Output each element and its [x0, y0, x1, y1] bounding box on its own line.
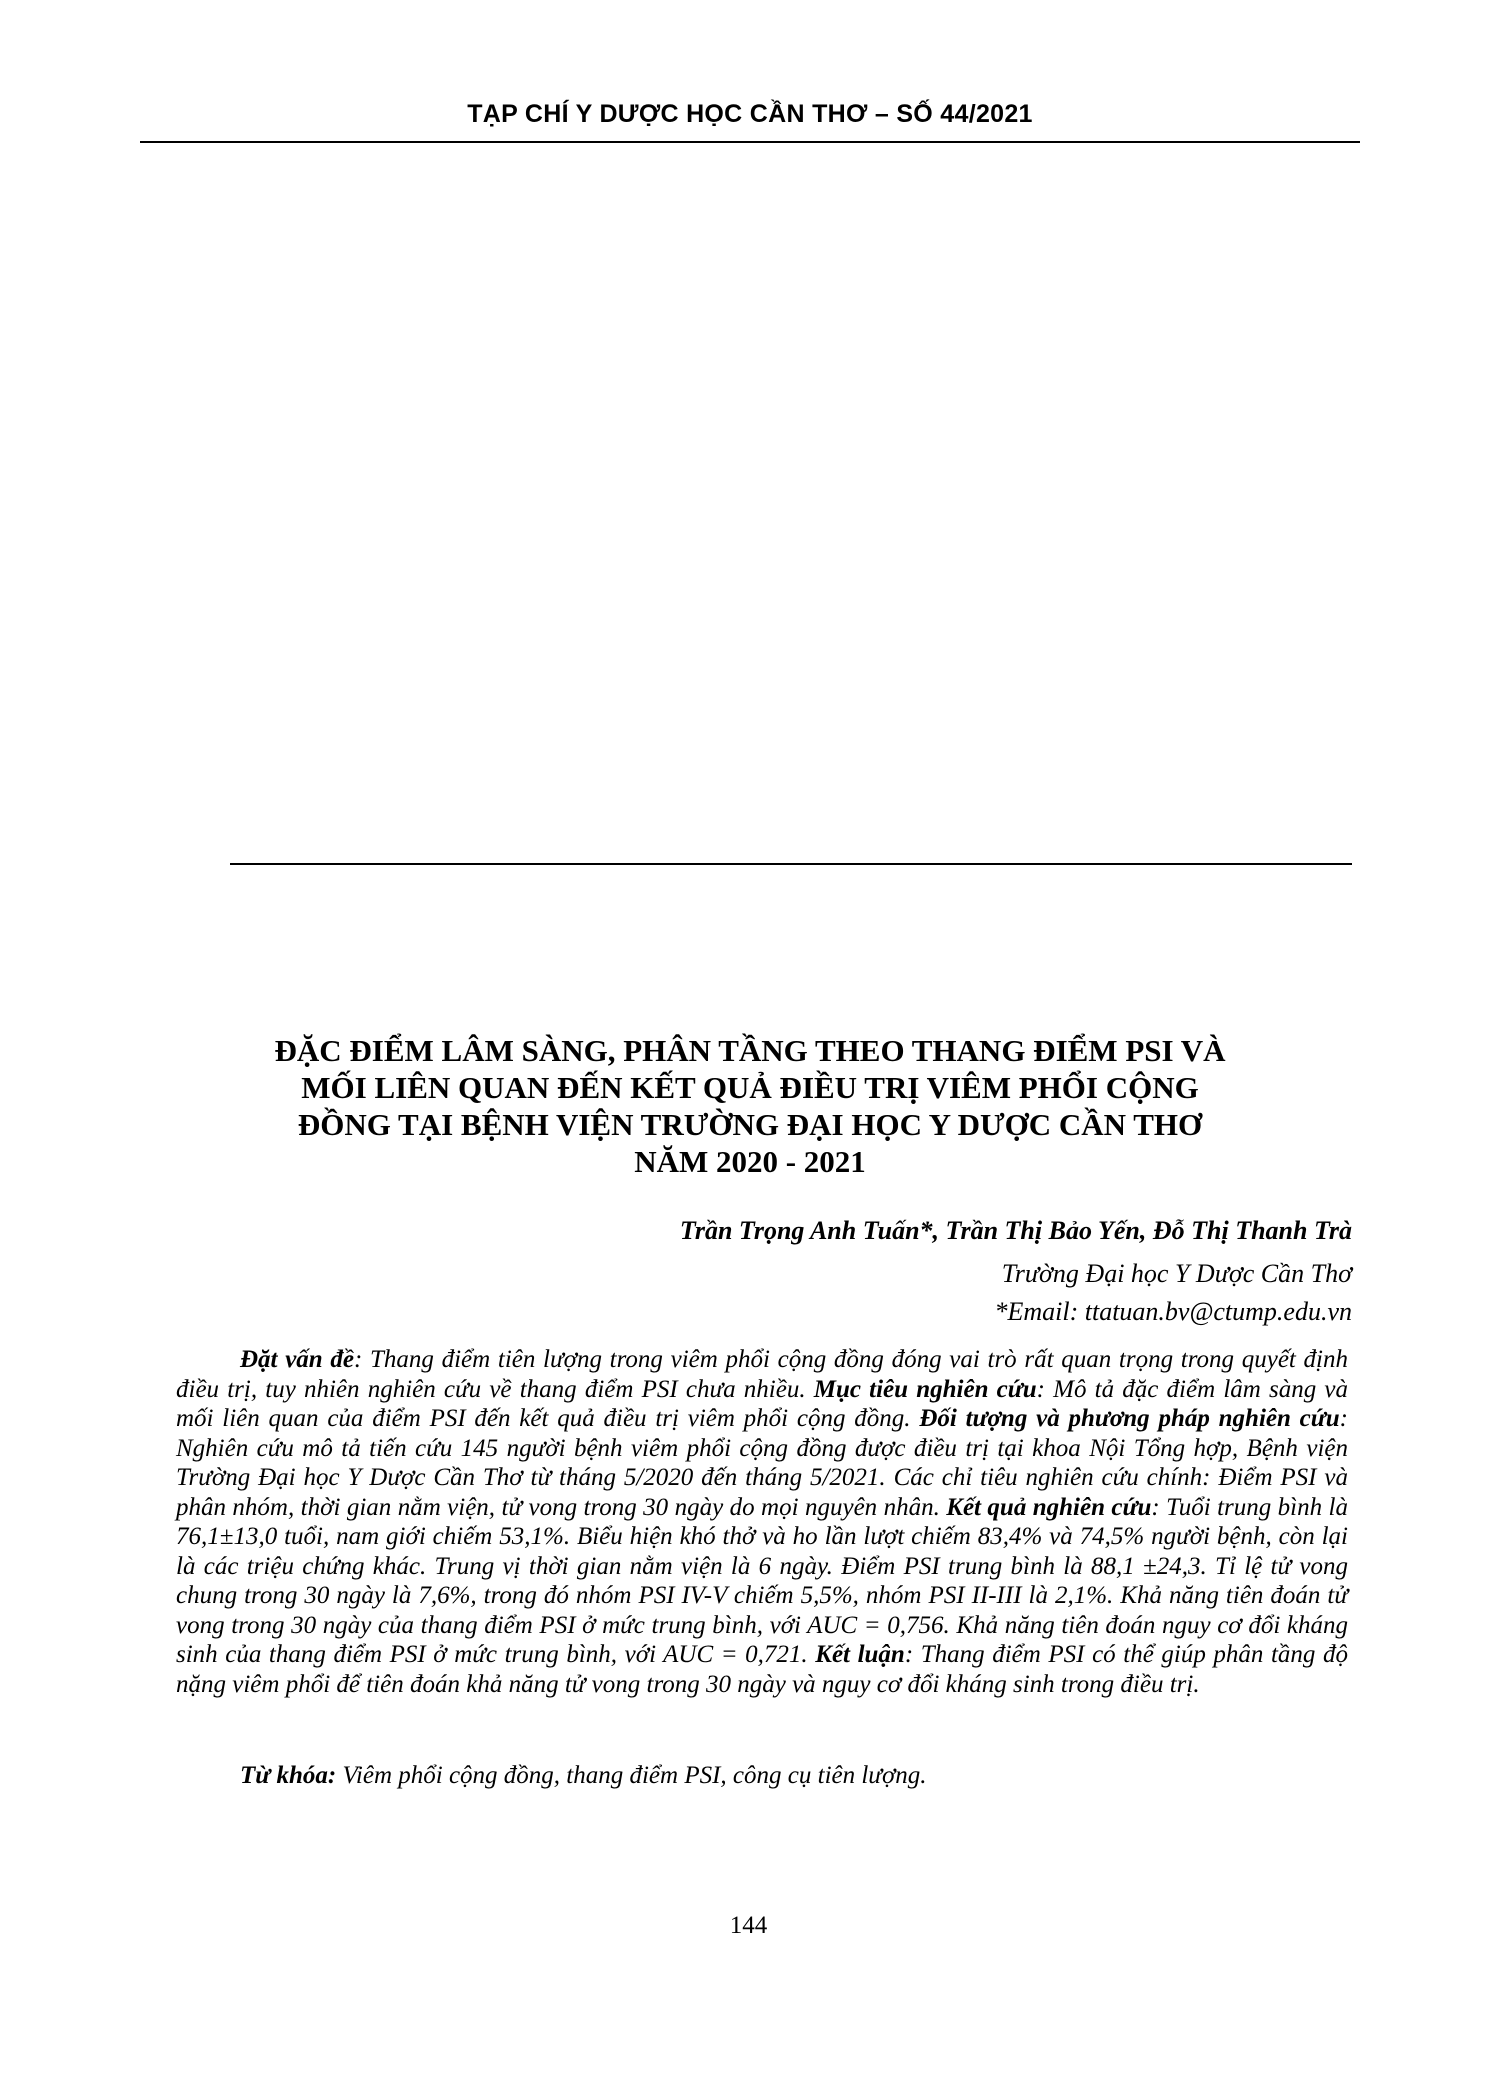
keywords-text: Viêm phổi cộng đồng, thang điểm PSI, công cụ tiên lượng. — [336, 1762, 927, 1789]
conclusion-label: Kết luận — [815, 1641, 905, 1668]
conclusion-text: : Thang điểm PSI có thể giúp phân tầng độ nặng viêm phổi để tiên đoán khả năng tử vong trong 30 ngày và nguy cơ đổi kháng sinh trong điều trị. — [176, 1641, 1349, 1698]
section-divider — [230, 863, 1352, 865]
keywords — [240, 1762, 927, 1790]
title-line: ĐẶC ĐIỂM LÂM SÀNG, PHÂN TẦNG THEO THANG ĐIỂM PSI VÀ — [274, 1033, 1226, 1068]
abstract — [176, 1345, 1348, 1699]
results-text: : Tuổi trung bình là 76,1±13,0 tuổi, nam giới chiếm 53,1%. Biểu hiện khó thở và ho lần lượt chiếm 83,4% và 74,5% người bệnh, còn lại là các triệu chứng khác. Trung vị thời gian nằm viện là 6 ngày. Điểm PSI trung bình là 88,1 ±24,3. Tỉ lệ tử vong chung trong 30 ngày là 7,6%, trong đó nhóm PSI IV-V chiếm 5,5%, nhóm PSI II-III là 2,1%. Khả năng tiên đoán tử vong trong 30 ngày của thang điểm PSI ở mức trung bình, với AUC = 0,756. Khả năng tiên đoán nguy cơ đổi kháng sinh của thang điểm PSI ở mức trung bình, với AUC = 0,721. — [176, 1493, 1348, 1668]
header-divider — [140, 141, 1360, 143]
corresponding-email: *Email: ttatuan.bv@ctump.edu.vn — [994, 1297, 1352, 1326]
author-affiliation-block — [994, 1255, 1352, 1331]
abstract-paragraph — [176, 1345, 1348, 1699]
keywords-label: Từ khóa: — [240, 1762, 337, 1789]
author-list: Trần Trọng Anh Tuấn*, Trần Thị Bảo Yến, Đỗ Thị Thanh Trà — [679, 1216, 1352, 1245]
methods-text: : Nghiên cứu mô tả tiến cứu 145 người bệnh viêm phổi cộng đồng được điều trị tại khoa Nội Tổng hợp, Bệnh viện Trường Đại học Y Dược Cần Thơ từ tháng 5/2020 đến tháng 5/2021. Các chỉ tiêu nghiên cứu chính: Điểm PSI và phân nhóm, thời gian nằm viện, tử vong trong 30 ngày do mọi nguyên nhân. — [176, 1405, 1348, 1521]
background-text: : Thang điểm tiên lượng trong viêm phổi cộng đồng đóng vai trò rất quan trọng trong quyết định điều trị, tuy nhiên nghiên cứu về thang điểm PSI chưa nhiều. — [176, 1346, 1348, 1403]
title-line: NĂM 2020 - 2021 — [634, 1144, 866, 1179]
objective-text: : Mô tả đặc điểm lâm sàng và mối liên quan của điểm PSI đến kết quả điều trị viêm phổi cộng đồng. — [176, 1375, 1348, 1432]
title-line: ĐỒNG TẠI BỆNH VIỆN TRƯỜNG ĐẠI HỌC Y DƯỢC CẦN THƠ — [297, 1107, 1203, 1142]
page-number: 144 — [729, 1912, 768, 1939]
title-line: MỐI LIÊN QUAN ĐẾN KẾT QUẢ ĐIỀU TRỊ VIÊM PHỔI CỘNG — [301, 1070, 1199, 1105]
article-title — [180, 1032, 1320, 1180]
objective-label: Mục tiêu nghiên cứu — [813, 1375, 1037, 1403]
results-label: Kết quả nghiên cứu — [946, 1493, 1152, 1521]
affiliation: Trường Đại học Y Dược Cần Thơ — [1001, 1259, 1352, 1288]
methods-label: Đối tượng và phương pháp nghiên cứu — [919, 1405, 1340, 1432]
journal-header: TẠP CHÍ Y DƯỢC HỌC CẦN THƠ – SỐ 44/2021 — [467, 100, 1033, 128]
background-label: Đặt vấn đề — [240, 1346, 354, 1373]
